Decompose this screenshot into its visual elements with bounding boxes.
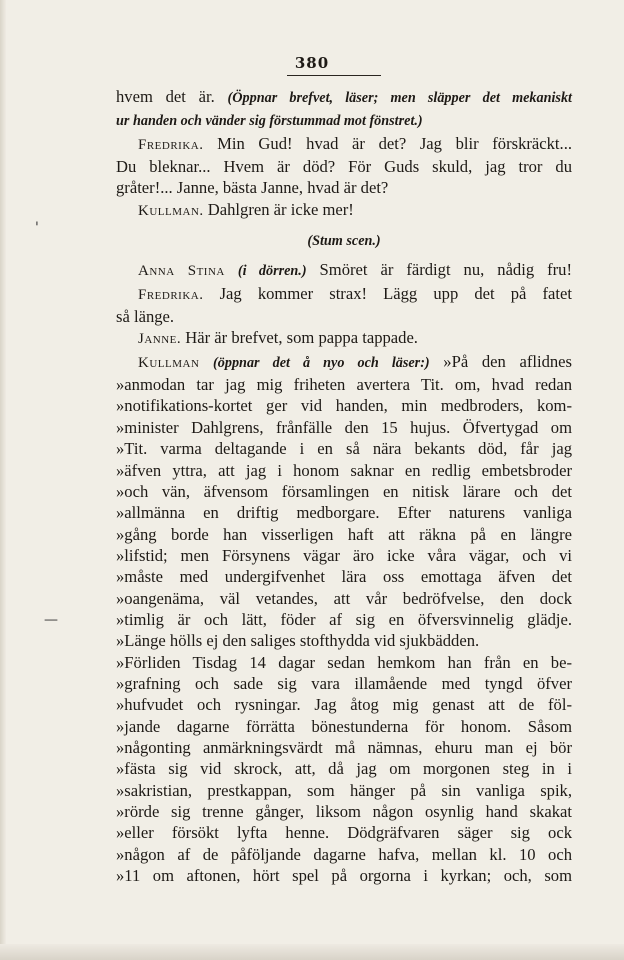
text-line bbox=[116, 481, 572, 502]
text-line bbox=[116, 609, 572, 630]
stage-direction: (öppnar det å nyo och läser:) bbox=[213, 354, 430, 371]
line-text: »rörde sig trenne gånger, liksom någon osynlig hand skakat bbox=[116, 802, 572, 821]
text-line bbox=[116, 694, 572, 715]
line-text: Här är brefvet, som pappa tappade. bbox=[181, 328, 418, 348]
speaker-name: Kullman bbox=[138, 354, 200, 371]
line-text: »anmodan tar jag mig friheten avertera Tit. om, hvad redan bbox=[116, 375, 572, 395]
line-text: Du bleknar... Hvem är död? För Guds skuld, jag tror du bbox=[116, 157, 572, 177]
text-line bbox=[116, 327, 572, 350]
speaker-name: Kullman. bbox=[138, 202, 204, 219]
line-text: »jande dagarne förrätta bönestunderna för honom. Såsom bbox=[116, 716, 572, 736]
text-line bbox=[116, 822, 572, 843]
text-line bbox=[116, 780, 572, 801]
page-bottom-edge bbox=[0, 944, 624, 960]
text-line bbox=[116, 844, 572, 865]
text-line bbox=[116, 652, 572, 673]
text-line bbox=[116, 395, 572, 416]
header-rule bbox=[287, 75, 381, 76]
text-line bbox=[116, 673, 572, 694]
speaker-name: Fredrika. bbox=[138, 136, 204, 153]
line-text: hvem det är. bbox=[116, 87, 228, 106]
text-line bbox=[116, 737, 572, 758]
text-line bbox=[116, 283, 572, 306]
line-text bbox=[225, 260, 238, 279]
text-line bbox=[116, 758, 572, 779]
text-line bbox=[116, 177, 572, 198]
line-text: »och vän, äfvensom församlingen en nitisk lärare och det bbox=[116, 481, 572, 501]
text-line bbox=[116, 460, 572, 481]
stage-direction: (Stum scen.) bbox=[307, 233, 381, 250]
line-spacer bbox=[116, 222, 572, 229]
text-line bbox=[116, 502, 572, 523]
line-text: »grafning och sade sig vara illamående med tyngd öfver bbox=[116, 673, 572, 693]
line-text: »allmänna en driftig medborgare. Efter naturens vanliga bbox=[116, 503, 572, 523]
line-text: »notifikations-kortet ger vid handen, min medbroders, kom- bbox=[116, 396, 572, 416]
line-text bbox=[199, 352, 213, 371]
margin-mark-dash: — bbox=[44, 612, 58, 628]
line-text: »lifstid; men Försynens vägar äro icke våra vägar, och vi bbox=[116, 545, 572, 565]
page-number: 380 bbox=[294, 54, 330, 72]
text-line bbox=[116, 438, 572, 459]
stage-direction: ur handen och vänder sig förstummad mot fönstret.) bbox=[116, 113, 423, 130]
text-line bbox=[116, 109, 572, 132]
text-line bbox=[116, 374, 572, 395]
line-text: »någonting anmärkningsvärdt må nämnas, ehuru man ej bör bbox=[116, 737, 572, 757]
line-text: gråter!... Janne, bästa Janne, hvad är det? bbox=[116, 178, 389, 198]
page-binding-edge bbox=[0, 0, 6, 960]
line-text: Min Gud! hvad är det? Jag blir förskräckt... bbox=[203, 133, 572, 153]
text-line bbox=[116, 566, 572, 587]
text-line bbox=[116, 417, 572, 438]
text-line bbox=[116, 351, 572, 374]
line-text: »timlig är och lätt, föder af sig en öfversvinnelig glädje. bbox=[116, 609, 572, 629]
text-line bbox=[116, 306, 572, 327]
text-line bbox=[116, 199, 572, 222]
text-line bbox=[116, 524, 572, 545]
line-text: så länge. bbox=[116, 307, 175, 327]
line-text: »sakristian, prestkappan, som hänger på sin vanliga spik, bbox=[116, 780, 572, 800]
line-text: Dahlgren är icke mer! bbox=[203, 199, 354, 219]
line-text: »eller försökt lyfta henne. Dödgräfvaren säger sig ock bbox=[116, 823, 572, 843]
margin-mark-tick: ' bbox=[35, 220, 39, 236]
text-line bbox=[116, 133, 572, 156]
line-text: »På den aflidnes bbox=[429, 351, 572, 371]
text-line bbox=[116, 229, 572, 252]
text-line bbox=[116, 86, 572, 109]
line-text: »hufvudet och rysningar. Jag åtog mig genast att de föl- bbox=[116, 695, 572, 715]
line-text: »äfven yttra, att jag i honom saknar en redlig embetsbroder bbox=[116, 460, 572, 480]
line-text: »fästa sig vid skrock, att, då jag om morgonen steg in i bbox=[116, 759, 572, 779]
line-text: »gång borde han visserligen haft att räkna på en längre bbox=[116, 524, 572, 544]
body-text bbox=[116, 86, 572, 886]
line-text: »Förliden Tisdag 14 dagar sedan hemkom han från en be- bbox=[116, 652, 572, 672]
stage-direction: (Öppnar brefvet, läser; men släpper det mekaniskt bbox=[227, 90, 572, 106]
line-spacer bbox=[116, 252, 572, 259]
line-text: »11 om aftonen, hört spel på orgorna i kyrkan; och, som bbox=[116, 866, 572, 886]
stage-direction: (i dörren.) bbox=[237, 263, 307, 280]
speaker-name: Fredrika. bbox=[138, 286, 204, 303]
line-text: »Länge hölls ej den saliges stofthydda vid sjukbädden. bbox=[116, 631, 480, 651]
text-line bbox=[116, 865, 572, 886]
speaker-name: Anna Stina bbox=[138, 263, 225, 280]
line-text: Jag kommer strax! Lägg upp det på fatet bbox=[203, 283, 572, 303]
line-text: »någon af de påföljande dagarne hafva, mellan kl. 10 och bbox=[116, 844, 572, 864]
text-line bbox=[116, 259, 572, 282]
line-text: »minister Dahlgrens, frånfälle den 15 hujus. Öfvertygad om bbox=[116, 417, 572, 437]
text-line bbox=[116, 156, 572, 177]
text-line bbox=[116, 716, 572, 737]
line-text: »måste med undergifvenhet lära oss emottaga äfven det bbox=[116, 567, 572, 587]
text-line bbox=[116, 630, 572, 651]
text-line bbox=[116, 801, 572, 822]
text-line bbox=[116, 545, 572, 566]
line-text: »Tit. varma deltagande i en så nära bekants död, får jag bbox=[116, 439, 572, 459]
speaker-name: Janne. bbox=[138, 331, 182, 348]
line-text: »oangenäma, väl vetandes, att vår bedröfvelse, den dock bbox=[116, 588, 572, 608]
text-line bbox=[116, 588, 572, 609]
line-text: Smöret är färdigt nu, nådig fru! bbox=[306, 260, 572, 280]
